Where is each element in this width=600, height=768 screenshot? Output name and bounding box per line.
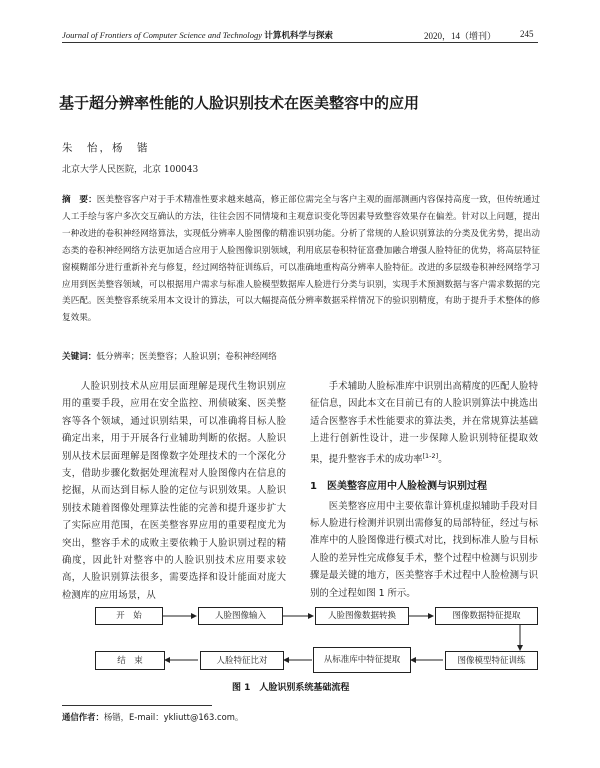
footnote-rule: [62, 705, 212, 706]
footnote-label: 通信作者：: [62, 712, 104, 722]
keywords-label: 关键词：: [62, 352, 97, 362]
keywords-text: 低分辨率；医美整容；人脸识别；卷积神经网络: [96, 352, 277, 362]
issue-info: 2020，14（增刊）: [424, 31, 497, 41]
footnote: [62, 711, 243, 723]
figure-caption: 图 1 人脸识别系统基础流程: [232, 683, 350, 693]
flow-box-end: 结 束: [95, 651, 165, 670]
flow-box-model-train: 图像模型特征训练: [445, 651, 538, 670]
abstract-label: 摘 要：: [62, 195, 97, 205]
flow-box-db-match: 从标准库中特征提取: [313, 647, 411, 673]
section-heading: 1 医美整容应用中人脸检测与识别过程: [310, 481, 487, 493]
flow-box-result: 人脸特征比对: [200, 651, 284, 670]
affiliation: 北京大学人民医院，北京 100043: [62, 165, 199, 175]
flow-box-start: 开 始: [95, 607, 163, 625]
journal-name-en: Journal of Frontiers of Computer Science and Technology: [62, 30, 263, 40]
footnote-text: 杨锴，E-mail：ykliutt@163.com。: [103, 712, 244, 722]
body-paragraph: 手术辅助人脸标准库中识别出高精度的匹配人脸特征信息，因此本文在目前已有的人脸识别算法中挑选出适合医整容手术性能要求的算法类，并在常规算法基础上进行创新性设计，进一步保障人脸识别特征提取效果，提升整容手术的成功率[1-2]。: [310, 381, 538, 465]
journal-name-cn: 计算机科学与探索: [264, 31, 334, 41]
citation: [1-2]: [422, 451, 439, 460]
flow-box-image-input: 人脸图像输入: [198, 607, 283, 625]
paper-title: 基于超分辨率性能的人脸识别技术在医美整容中的应用: [59, 94, 420, 112]
abstract-text: 医美整容客户对于手术精准性要求越来越高，修正部位需完全与客户主观的面部测画内容保持高度一致，但传统通过人工手绘与客户多次交互确认的方法，往往会因不同情境和主观意识变化等因素导致整容效果存在偏差。针对以上问题，提出一种改进的卷积神经网络算法，实现低分辨率人脸图像的精准识别功能。分析了常规的人脸识别算法的分类及优劣势，提出动态类的卷积神经网络方法更加适合应用于人脸图像识别领域，利用底层卷积特征富叠加融合增强人脸特征的优势，将高层特征窗模糊部分进行重新补充与修复，经过网络特征训练后，可以准确地重构高分辨率人脸特征。改进的多层级卷积神经网络学习应用到医美整容领域，可以根据用户需求与标准人脸模型数据库人脸进行分类与识别，实现手术预测数据与客户需求数据的完美匹配。医美整容系统采用本文设计的算法，可以大幅提高低分辨率数据采样情况下的验识别精度，有助于提升手术整体的修复效果。: [62, 195, 540, 324]
flow-box-feature-extract: 图像数据特征提取: [435, 607, 538, 625]
body-paragraph: 医美整容应用中主要依靠计算机虚拟辅助手段对目标人脸进行检测并识别出需修复的局部特征，经过与标准库中的人脸图像进行模式对比，找到标准人脸与目标人脸的差异性完成修复手术，整个过程中检测与识别步骤是最关键的地方，医美整容手术过程中人脸检测与识别的全过程如图 1 所示。: [310, 500, 538, 599]
flow-box-preprocess: 人脸图像数据转换: [315, 607, 409, 625]
page-number: 245: [520, 29, 534, 39]
authors: 朱 怡，杨 锴: [62, 142, 150, 154]
body-paragraph: 人脸识别技术从应用层面理解是现代生物识别应用的重要手段，应用在安全监控、刑侦破案、医美整容等各个领域，通过识别结果，可以准确将目标人脸确定出来，用于开展各行业辅助判断的依据。人脸识别从技术层面理解是图像数字处理技术的一个深化分支，借助步骤化数据处理流程对人脸图像内在信息的挖掘，从而达到目标人脸的定位与识别效果。人脸识别技术随着图像处理算法性能的完善和提升逐步扩大了实际应用范围，在医美整容界应用的重要程度尤为突出，整容手术的成败主要依赖于人脸识别过程的精确度，因此针对整容中的人脸识别技术应用要求较高，人脸识别算法很多，需要选择和设计能面对庞大检测库的应用场景，从: [62, 381, 286, 601]
